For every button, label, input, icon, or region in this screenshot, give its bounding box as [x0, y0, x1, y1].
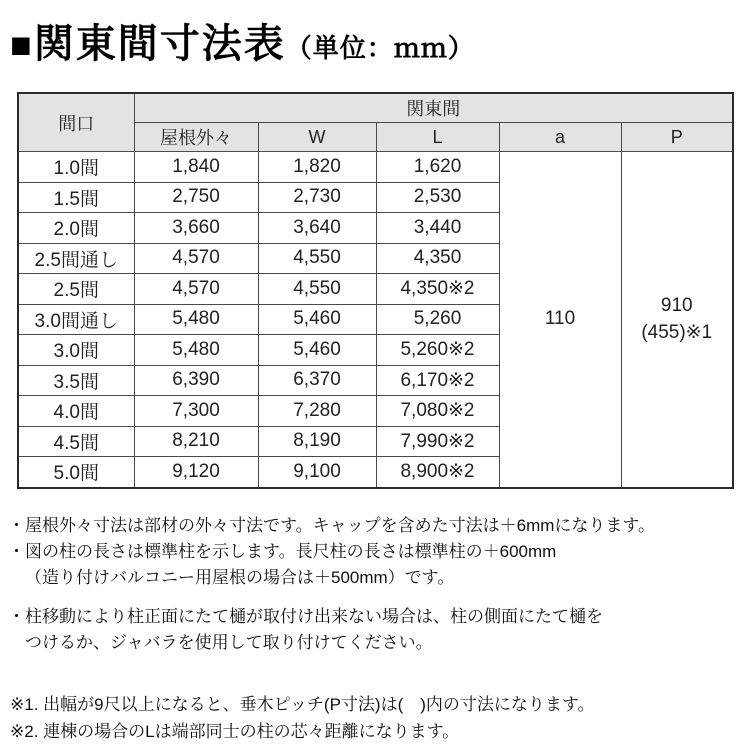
cell-w: 5,460 — [258, 335, 376, 366]
cell-maguchi: 4.5間 — [18, 426, 134, 457]
cell-yane: 3,660 — [134, 213, 258, 244]
cell-l: 4,350 — [376, 243, 499, 274]
cell-l: 6,170※2 — [376, 365, 499, 396]
dimension-table — [17, 92, 734, 489]
cell-w: 2,730 — [258, 182, 376, 213]
cell-yane: 8,210 — [134, 426, 258, 457]
footnote-2: ※2. 連棟の場合のLは端部同士の柱の芯々距離になります。 — [10, 721, 460, 741]
footnote-1: ※1. 出幅が9尺以上になると、垂木ピッチ(P寸法)は( )内の寸法になります。 — [10, 695, 595, 715]
table-header-row-group — [18, 93, 733, 123]
cell-l: 7,990※2 — [376, 426, 499, 457]
cell-maguchi: 1.5間 — [18, 182, 134, 213]
col-header-l: L — [376, 123, 499, 152]
cell-p-line2: (455)※1 — [641, 322, 713, 344]
cell-w: 4,550 — [258, 243, 376, 274]
cell-maguchi: 3.0間 — [18, 335, 134, 366]
cell-maguchi: 2.5間 — [18, 274, 134, 305]
col-header-a: a — [499, 123, 621, 152]
cell-a-merged: 110 — [499, 152, 621, 488]
note-pillar-length-line2: （造り付けバルコニー用屋根の場合は＋500mm）です。 — [25, 568, 455, 588]
cell-maguchi: 3.5間 — [18, 365, 134, 396]
note-downpipe-line2: つけるか、ジャバラを使用して取り付けてください。 — [25, 632, 433, 652]
cell-w: 4,550 — [258, 274, 376, 305]
title-square-icon: ■ — [10, 24, 32, 65]
cell-yane: 4,570 — [134, 243, 258, 274]
cell-yane: 4,570 — [134, 274, 258, 305]
cell-w: 3,640 — [258, 213, 376, 244]
notes-section — [8, 513, 750, 657]
cell-w: 1,820 — [258, 152, 376, 183]
cell-w: 9,100 — [258, 457, 376, 488]
cell-yane: 5,480 — [134, 335, 258, 366]
cell-maguchi: 2.0間 — [18, 213, 134, 244]
cell-maguchi: 2.5間通し — [18, 243, 134, 274]
cell-yane: 1,840 — [134, 152, 258, 183]
cell-l: 4,350※2 — [376, 274, 499, 305]
cell-yane: 5,480 — [134, 304, 258, 335]
cell-l: 2,530 — [376, 182, 499, 213]
col-header-group-kantoma: 関東間 — [134, 93, 733, 123]
page-title-text: 関東間寸法表 — [33, 22, 286, 66]
page-title-unit: （単位：ｍｍ） — [285, 33, 475, 63]
cell-w: 8,190 — [258, 426, 376, 457]
cell-yane: 6,390 — [134, 365, 258, 396]
cell-l: 1,620 — [376, 152, 499, 183]
note-roof-dimension: ・屋根外々寸法は部材の外々寸法です。キャップを含めた寸法は＋6mmになります。 — [8, 515, 656, 535]
cell-w: 7,280 — [258, 396, 376, 427]
cell-l: 7,080※2 — [376, 396, 499, 427]
cell-maguchi: 3.0間通し — [18, 304, 134, 335]
cell-l: 8,900※2 — [376, 457, 499, 488]
note-downpipe-line1: ・柱移動により柱正面にたて樋が取付け出来ない場合は、柱の側面にたて樋を — [8, 606, 603, 626]
cell-maguchi: 4.0間 — [18, 396, 134, 427]
page-title — [10, 12, 750, 69]
cell-w: 6,370 — [258, 365, 376, 396]
cell-yane: 7,300 — [134, 396, 258, 427]
cell-yane: 9,120 — [134, 457, 258, 488]
table-row — [18, 152, 733, 183]
cell-p-line1: 910 — [660, 294, 693, 316]
col-header-maguchi: 間口 — [18, 93, 134, 152]
col-header-yane-sotozoto: 屋根外々 — [134, 123, 258, 152]
cell-w: 5,460 — [258, 304, 376, 335]
cell-maguchi: 1.0間 — [18, 152, 134, 183]
footnotes-section — [10, 692, 750, 745]
cell-l: 5,260※2 — [376, 335, 499, 366]
col-header-p: P — [621, 123, 733, 152]
cell-yane: 2,750 — [134, 182, 258, 213]
cell-l: 3,440 — [376, 213, 499, 244]
note-pillar-length-line1: ・図の柱の長さは標準柱を示します。長尺柱の長さは標準柱の＋600mm — [8, 541, 557, 561]
col-header-w: W — [258, 123, 376, 152]
cell-p-merged — [621, 152, 733, 488]
cell-maguchi: 5.0間 — [18, 457, 134, 488]
cell-l: 5,260 — [376, 304, 499, 335]
